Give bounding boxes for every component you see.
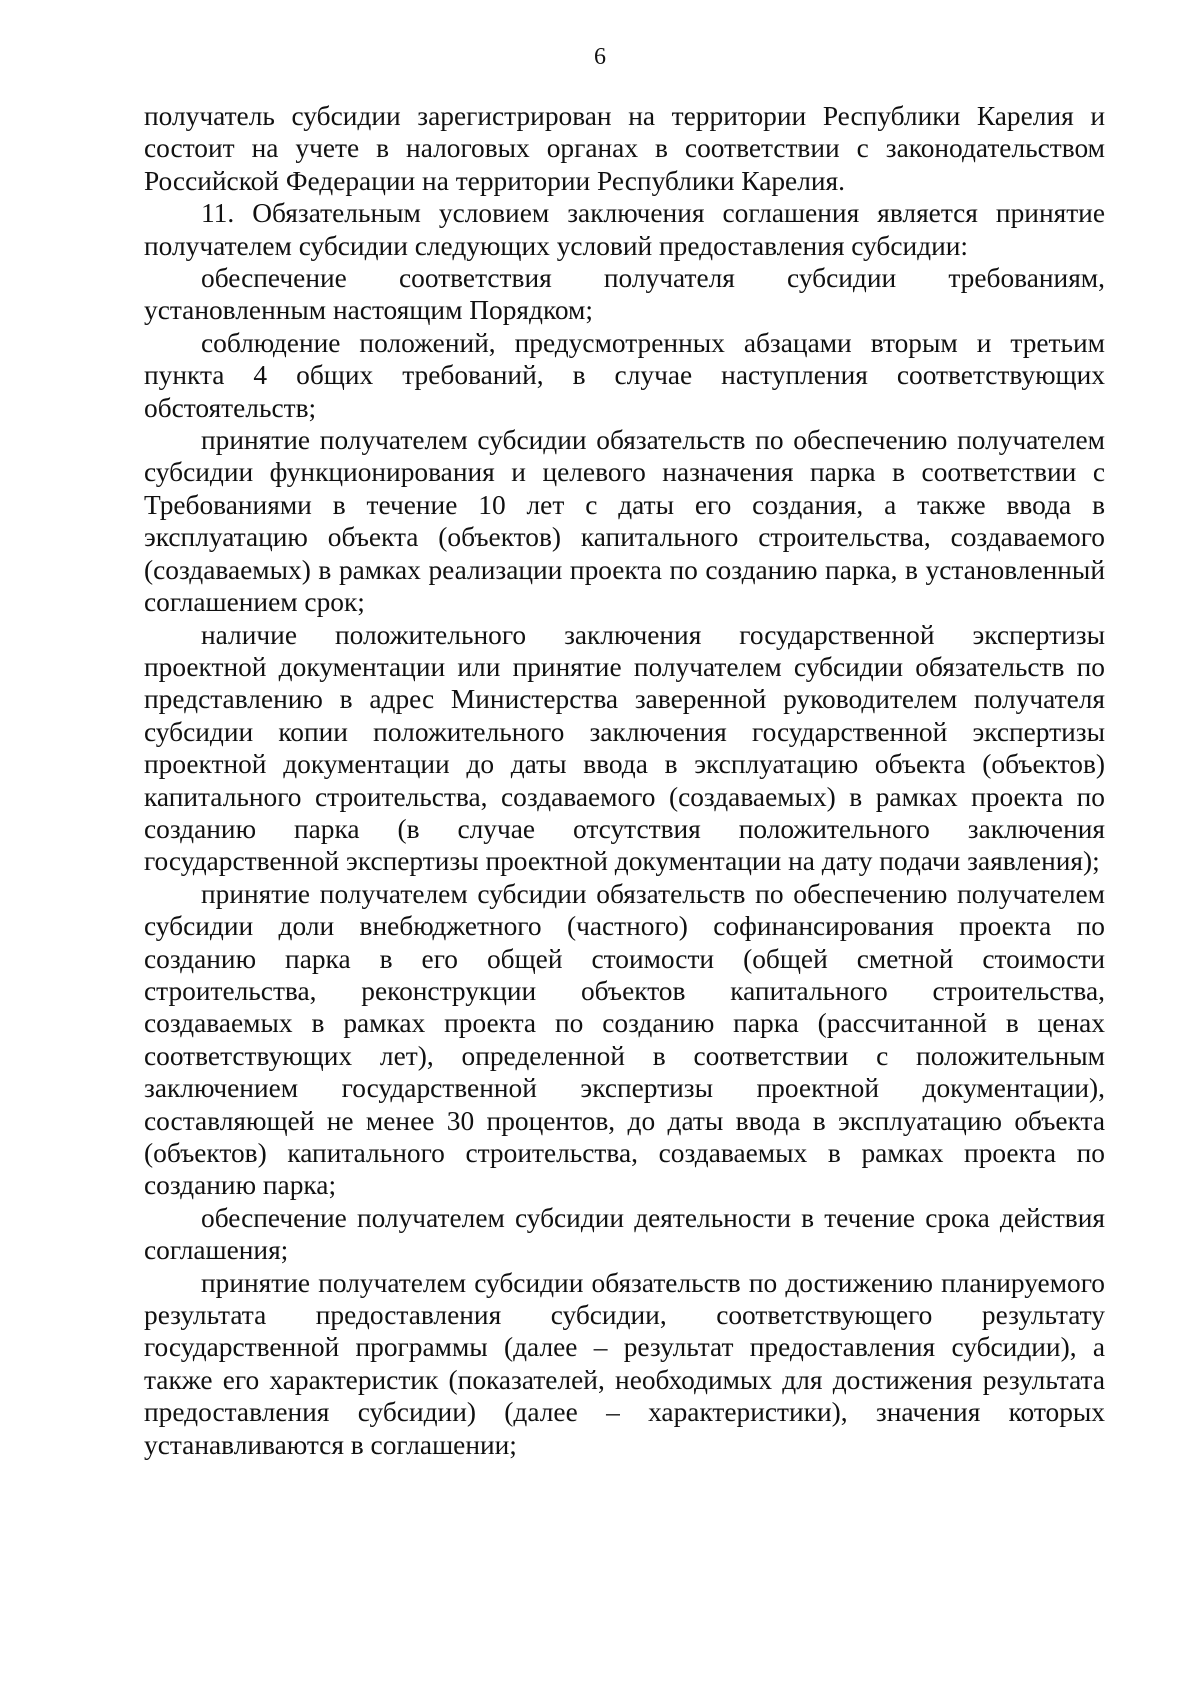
paragraph-condition-cofinancing: принятие получателем субсидии обязательств по обеспечению получателем субсидии доли внебюджетного (частного) софинансирования проекта по созданию парка в его общей стоимости (общей сметной стоимости строительства, реконструкции объектов капитального строительства, создаваемых в рамках проекта по созданию парка (рассчитанной в ценах соответствующих лет), определенной в соответствии с положительным заключением государственной экспертизы проектной документации), составляющей не менее 30 процентов, до даты ввода в эксплуатацию объекта (объектов) капитального строительства, создаваемых в рамках проекта по созданию парка; <box>144 878 1105 1201</box>
page-number: 6 <box>594 44 606 70</box>
paragraph-condition-park-functioning: принятие получателем субсидии обязательств по обеспечению получателем субсидии функционирования и целевого назначения парка в соответствии с Требованиями в течение 10 лет с даты его создания, а также ввода в эксплуатацию объекта (объектов) капитального строительства, создаваемого (создаваемых) в рамках реализации проекта по созданию парка, в установленный соглашением срок; <box>144 425 1105 618</box>
paragraph-condition-requirements: обеспечение соответствия получателя субсидии требованиям, установленным настоящим Порядком; <box>144 263 1105 326</box>
paragraph-continuation: получатель субсидии зарегистрирован на территории Республики Карелия и состоит на учете в налоговых органах в соответствии с законодательством Российской Федерации на территории Республики Карелия. <box>144 101 1105 196</box>
paragraph-condition-results: принятие получателем субсидии обязательств по достижению планируемого результата предоставления субсидии, соответствующего результату государственной программы (далее – результат предоставления субсидии), а также его характеристик (показателей, необходимых для достижения результата предоставления субсидии) (далее – характеристики), значения которых устанавливаются в соглашении; <box>144 1267 1105 1460</box>
paragraph-condition-provisions: соблюдение положений, предусмотренных абзацами вторым и третьим пункта 4 общих требований, в случае наступления соответствующих обстоятельств; <box>144 327 1105 423</box>
document-body <box>144 100 1105 1461</box>
paragraph-item-11: 11. Обязательным условием заключения соглашения является принятие получателем субсидии следующих условий предоставления субсидии: <box>144 198 1105 261</box>
paragraph-condition-activity: обеспечение получателем субсидии деятельности в течение срока действия соглашения; <box>144 1202 1105 1266</box>
paragraph-condition-expertise: наличие положительного заключения государственной экспертизы проектной документации или принятие получателем субсидии обязательств по представлению в адрес Министерства заверенной руководителем получателя субсидии копии положительного заключения государственной экспертизы проектной документации до даты ввода в эксплуатацию объекта (объектов) капитального строительства, создаваемого (создаваемых) в рамках проекта по созданию парка (в случае отсутствия положительного заключения государственной экспертизы проектной документации на дату подачи заявления); <box>144 619 1105 877</box>
